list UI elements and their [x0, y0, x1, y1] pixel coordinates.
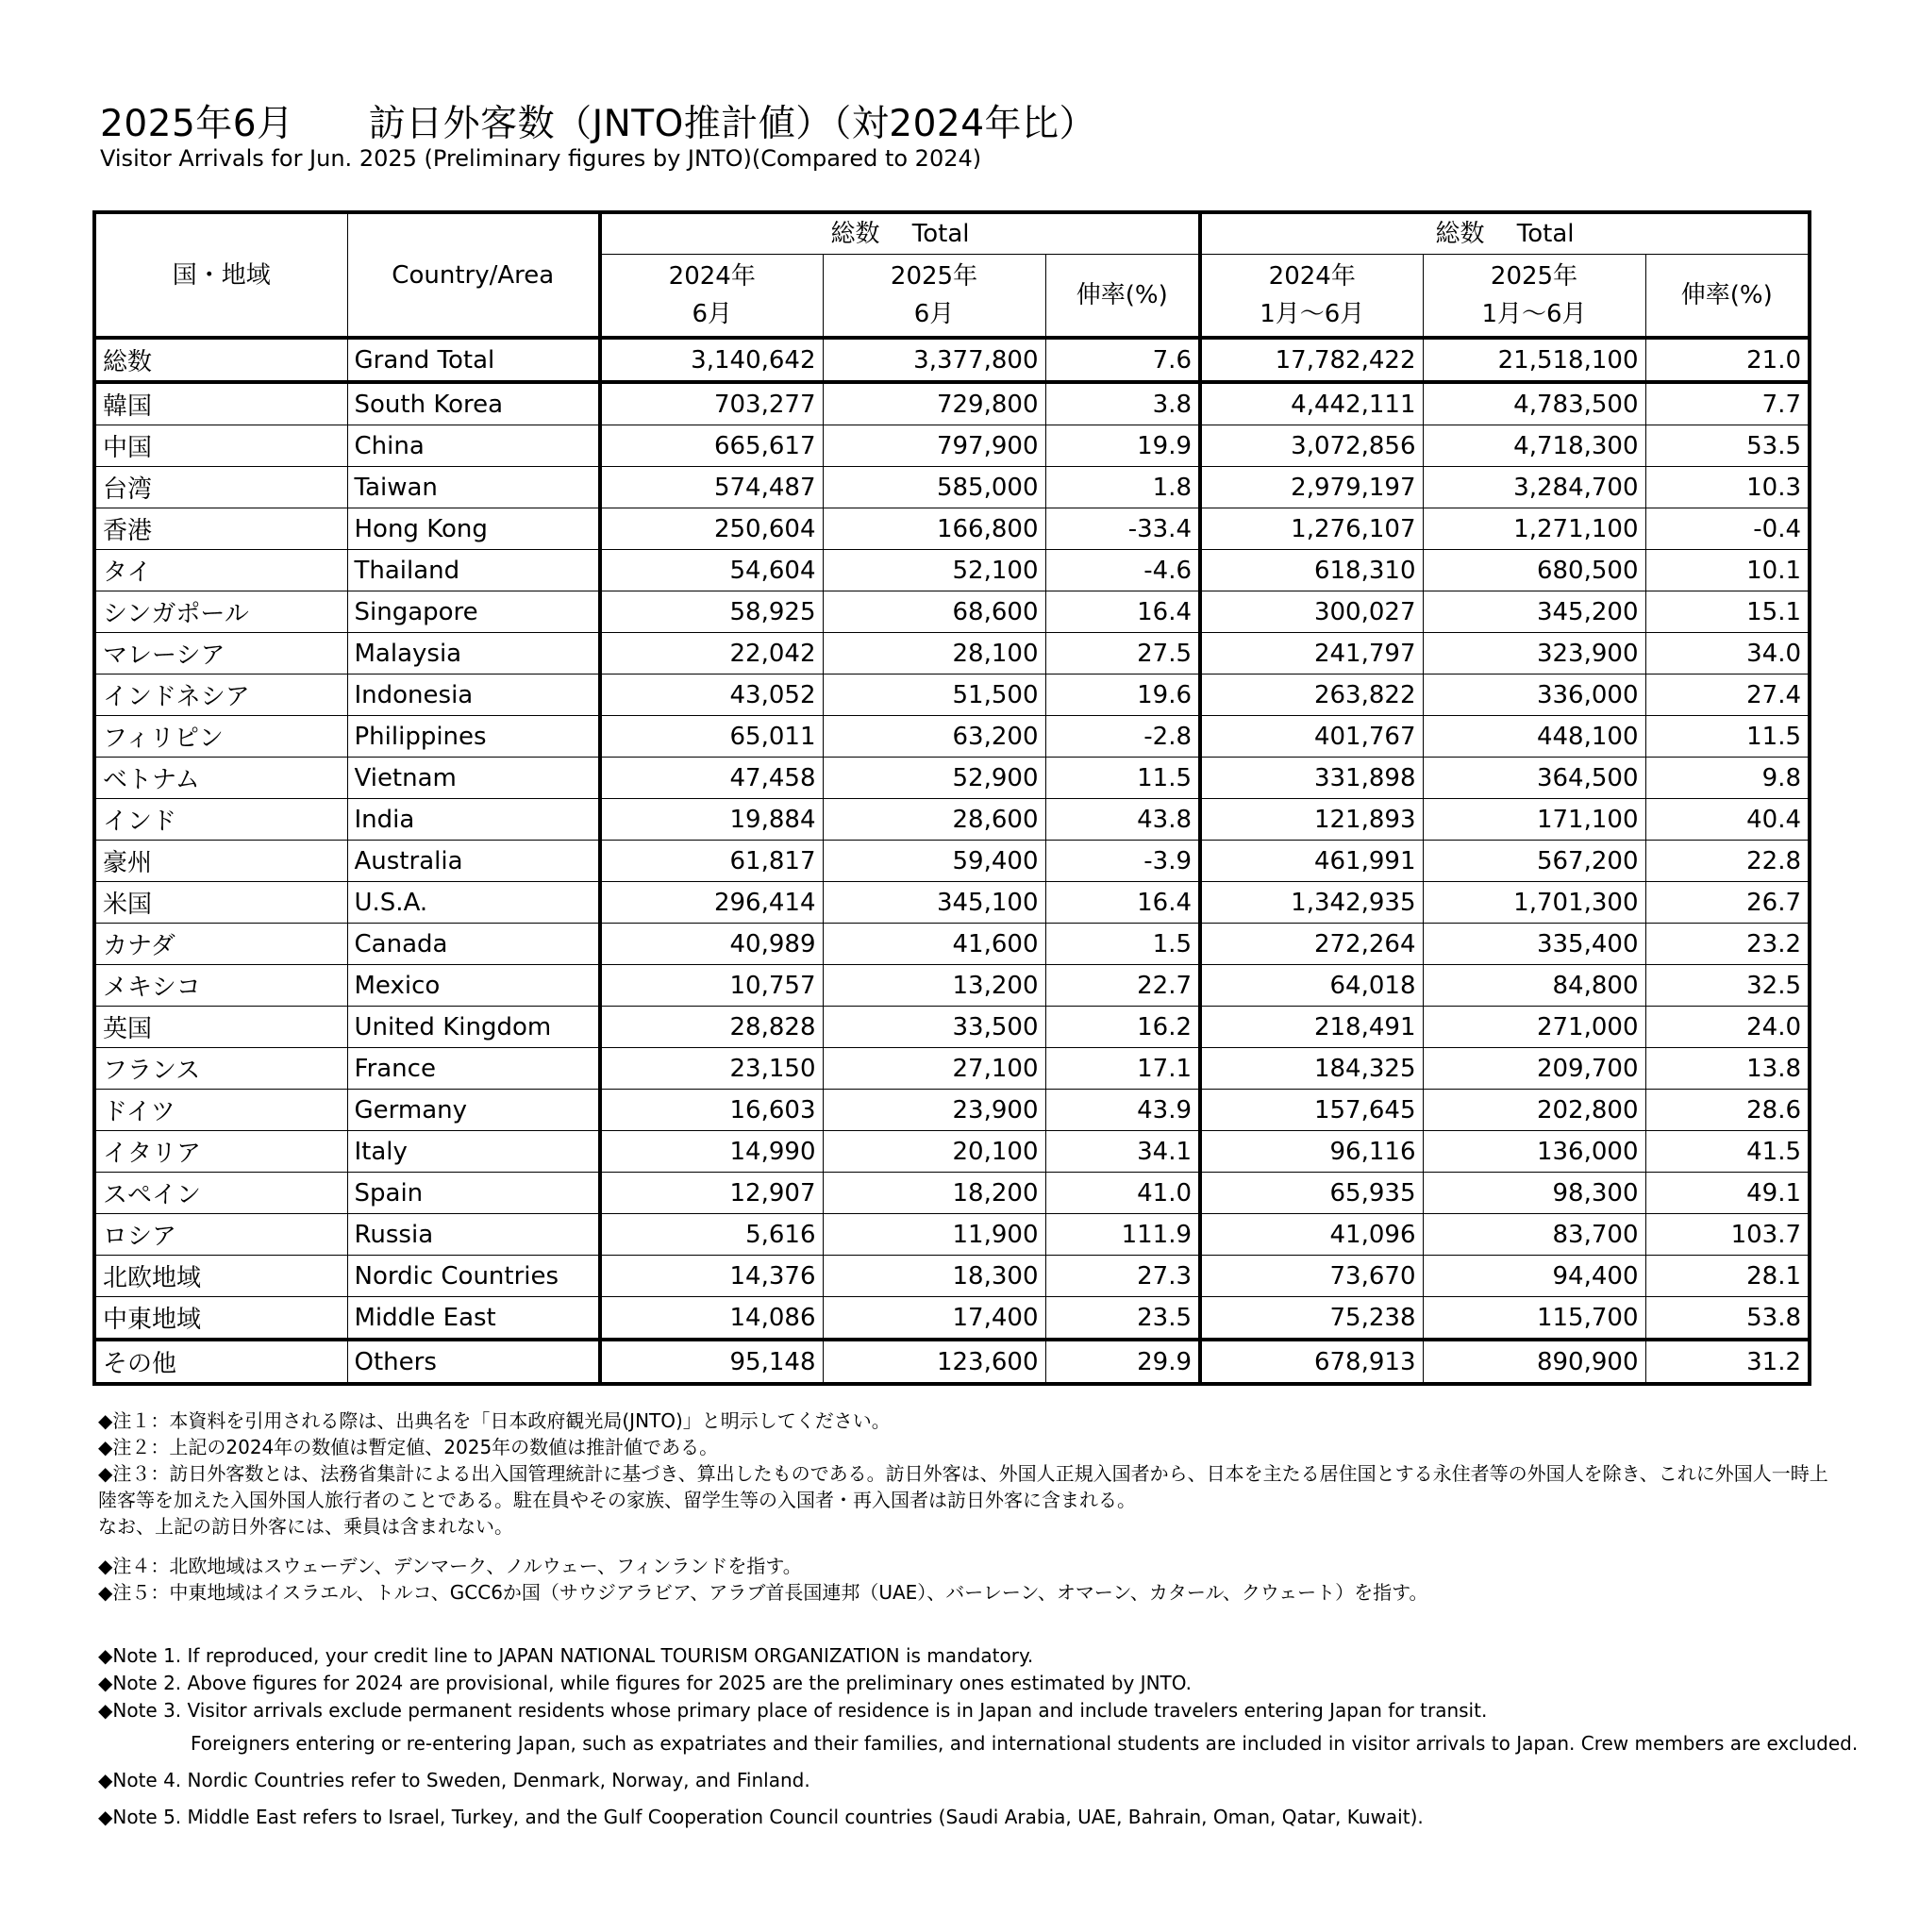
- cell-country-en: India: [347, 799, 600, 841]
- cell-2025-jun: 63,200: [823, 716, 1045, 758]
- cell-2025-jun: 3,377,800: [823, 338, 1045, 382]
- cell-2025-ytd: 4,783,500: [1423, 382, 1645, 425]
- cell-country-jp: シンガポール: [94, 591, 347, 633]
- cell-rate-ytd: 9.8: [1645, 758, 1810, 799]
- cell-country-en: Nordic Countries: [347, 1256, 600, 1297]
- cell-country-en: Australia: [347, 841, 600, 882]
- cell-2025-ytd: 98,300: [1423, 1173, 1645, 1214]
- cell-country-jp: メキシコ: [94, 965, 347, 1007]
- cell-2024-jun: 61,817: [600, 841, 823, 882]
- cell-rate-month: 23.5: [1045, 1297, 1200, 1341]
- cell-2024-ytd: 1,276,107: [1200, 508, 1423, 550]
- note-en-5: ◆Note 5. Middle East refers to Israel, Turkey, and the Gulf Cooperation Council countries (Saudi Arabia, UAE, Bahrain, Oman, Qatar, Kuwait).: [98, 1806, 1424, 1828]
- cell-2024-ytd: 618,310: [1200, 550, 1423, 591]
- cell-2024-jun: 19,884: [600, 799, 823, 841]
- cell-2025-jun: 59,400: [823, 841, 1045, 882]
- cell-country-en: Malaysia: [347, 633, 600, 675]
- header-2024-ytd: 2024年 1月～6月: [1200, 255, 1423, 339]
- cell-country-en: Others: [347, 1340, 600, 1384]
- cell-country-jp: カナダ: [94, 924, 347, 965]
- cell-country-jp: 韓国: [94, 382, 347, 425]
- cell-2025-jun: 52,900: [823, 758, 1045, 799]
- cell-2024-jun: 40,989: [600, 924, 823, 965]
- table-row: [94, 633, 1810, 675]
- cell-rate-month: 16.2: [1045, 1007, 1200, 1048]
- cell-country-jp: 中国: [94, 425, 347, 467]
- cell-2025-ytd: 94,400: [1423, 1256, 1645, 1297]
- note-jp-5: ◆注５：中東地域はイスラエル、トルコ、GCC6か国（サウジアラビア、アラブ首長国連邦（UAE）、バーレーン、オマーン、カタール、クウェート）を指す。: [98, 1581, 1428, 1604]
- cell-country-jp: フランス: [94, 1048, 347, 1090]
- note-en-2: ◆Note 2. Above figures for 2024 are provisional, while figures for 2025 are the preliminary ones estimated by JNTO.: [98, 1672, 1193, 1694]
- cell-2024-jun: 10,757: [600, 965, 823, 1007]
- cell-rate-ytd: 10.3: [1645, 467, 1810, 508]
- table-row: [94, 1297, 1810, 1341]
- cell-rate-ytd: 15.1: [1645, 591, 1810, 633]
- cell-2025-jun: 20,100: [823, 1131, 1045, 1173]
- cell-country-en: Singapore: [347, 591, 600, 633]
- cell-rate-ytd: 7.7: [1645, 382, 1810, 425]
- note-jp-3: ◆注３：訪日外客数とは、法務省集計による出入国管理統計に基づき、算出したものである。訪日外客は、外国人正規入国者から、日本を主たる居住国とする永住者等の外国人を除き、これに外国人一時上陸客等を加えた入国外国人旅行者のことである。駐在員やその家族、留学生等の入国者・再入国者は訪日外客に含まれる。 なお、上記の訪日外客には、乗員は含まれない。: [98, 1462, 1828, 1538]
- cell-2025-jun: 28,600: [823, 799, 1045, 841]
- cell-2024-jun: 14,376: [600, 1256, 823, 1297]
- table-row: [94, 716, 1810, 758]
- cell-2024-jun: 5,616: [600, 1214, 823, 1256]
- cell-rate-month: 27.5: [1045, 633, 1200, 675]
- cell-2025-jun: 166,800: [823, 508, 1045, 550]
- cell-2024-ytd: 73,670: [1200, 1256, 1423, 1297]
- header-group-ytd: 総数 Total: [1200, 212, 1810, 255]
- cell-2025-ytd: 567,200: [1423, 841, 1645, 882]
- header-group-month: 総数 Total: [600, 212, 1200, 255]
- cell-rate-month: 41.0: [1045, 1173, 1200, 1214]
- cell-2024-jun: 95,148: [600, 1340, 823, 1384]
- cell-2024-jun: 665,617: [600, 425, 823, 467]
- cell-2024-ytd: 41,096: [1200, 1214, 1423, 1256]
- cell-country-jp: マレーシア: [94, 633, 347, 675]
- table-row: [94, 1007, 1810, 1048]
- cell-2025-ytd: 136,000: [1423, 1131, 1645, 1173]
- cell-2024-jun: 47,458: [600, 758, 823, 799]
- cell-2024-ytd: 461,991: [1200, 841, 1423, 882]
- cell-rate-month: 16.4: [1045, 882, 1200, 924]
- table-row: [94, 550, 1810, 591]
- cell-2024-jun: 703,277: [600, 382, 823, 425]
- note-en-4: ◆Note 4. Nordic Countries refer to Sweden, Denmark, Norway, and Finland.: [98, 1769, 810, 1791]
- header-country-jp: 国・地域: [94, 212, 347, 338]
- cell-rate-ytd: 41.5: [1645, 1131, 1810, 1173]
- cell-2025-jun: 123,600: [823, 1340, 1045, 1384]
- cell-rate-month: 43.9: [1045, 1090, 1200, 1131]
- cell-rate-ytd: 31.2: [1645, 1340, 1810, 1384]
- header-2025-jun: 2025年 6月: [823, 255, 1045, 339]
- cell-country-en: Germany: [347, 1090, 600, 1131]
- cell-country-jp: インド: [94, 799, 347, 841]
- cell-2024-ytd: 157,645: [1200, 1090, 1423, 1131]
- cell-rate-ytd: 13.8: [1645, 1048, 1810, 1090]
- cell-2025-jun: 345,100: [823, 882, 1045, 924]
- cell-rate-month: 43.8: [1045, 799, 1200, 841]
- cell-rate-month: 19.9: [1045, 425, 1200, 467]
- cell-2024-ytd: 4,442,111: [1200, 382, 1423, 425]
- header-2024-jun: 2024年 6月: [600, 255, 823, 339]
- cell-country-en: Philippines: [347, 716, 600, 758]
- table-row: [94, 338, 1810, 382]
- cell-2025-jun: 33,500: [823, 1007, 1045, 1048]
- cell-country-jp: 香港: [94, 508, 347, 550]
- cell-2025-ytd: 84,800: [1423, 965, 1645, 1007]
- cell-country-en: Russia: [347, 1214, 600, 1256]
- table-row: [94, 591, 1810, 633]
- cell-country-jp: イタリア: [94, 1131, 347, 1173]
- cell-rate-month: -33.4: [1045, 508, 1200, 550]
- header-rate-ytd: 伸率(%): [1645, 255, 1810, 339]
- page-subtitle: Visitor Arrivals for Jun. 2025 (Preliminary figures by JNTO)(Compared to 2024): [100, 145, 982, 172]
- cell-2024-ytd: 64,018: [1200, 965, 1423, 1007]
- cell-2024-jun: 28,828: [600, 1007, 823, 1048]
- cell-rate-ytd: 28.1: [1645, 1256, 1810, 1297]
- header-2025-ytd: 2025年 1月～6月: [1423, 255, 1645, 339]
- cell-2025-jun: 797,900: [823, 425, 1045, 467]
- cell-2024-ytd: 1,342,935: [1200, 882, 1423, 924]
- cell-2024-jun: 14,086: [600, 1297, 823, 1341]
- cell-rate-ytd: 23.2: [1645, 924, 1810, 965]
- cell-2024-ytd: 65,935: [1200, 1173, 1423, 1214]
- cell-rate-month: 29.9: [1045, 1340, 1200, 1384]
- cell-2025-jun: 51,500: [823, 675, 1045, 716]
- cell-rate-ytd: 103.7: [1645, 1214, 1810, 1256]
- table-row: [94, 1131, 1810, 1173]
- cell-country-jp: ベトナム: [94, 758, 347, 799]
- table-row: [94, 1090, 1810, 1131]
- cell-2025-jun: 11,900: [823, 1214, 1045, 1256]
- cell-country-jp: 中東地域: [94, 1297, 347, 1341]
- cell-rate-month: -4.6: [1045, 550, 1200, 591]
- table-row: [94, 841, 1810, 882]
- cell-country-jp: タイ: [94, 550, 347, 591]
- cell-2024-ytd: 241,797: [1200, 633, 1423, 675]
- cell-2025-ytd: 171,100: [1423, 799, 1645, 841]
- cell-2025-ytd: 115,700: [1423, 1297, 1645, 1341]
- cell-2024-jun: 22,042: [600, 633, 823, 675]
- cell-country-en: South Korea: [347, 382, 600, 425]
- cell-rate-ytd: 10.1: [1645, 550, 1810, 591]
- cell-country-jp: スペイン: [94, 1173, 347, 1214]
- cell-country-en: Thailand: [347, 550, 600, 591]
- cell-2025-jun: 729,800: [823, 382, 1045, 425]
- cell-2025-jun: 17,400: [823, 1297, 1045, 1341]
- cell-2025-ytd: 364,500: [1423, 758, 1645, 799]
- cell-2025-jun: 18,300: [823, 1256, 1045, 1297]
- page-title: 2025年6月 訪日外客数（JNTO推計値）（対2024年比）: [100, 103, 1097, 145]
- cell-2024-jun: 12,907: [600, 1173, 823, 1214]
- cell-country-jp: 台湾: [94, 467, 347, 508]
- table-row: [94, 467, 1810, 508]
- table-row: [94, 425, 1810, 467]
- table-row: [94, 758, 1810, 799]
- cell-2024-jun: 54,604: [600, 550, 823, 591]
- cell-country-en: Vietnam: [347, 758, 600, 799]
- cell-2025-ytd: 3,284,700: [1423, 467, 1645, 508]
- cell-2024-ytd: 263,822: [1200, 675, 1423, 716]
- cell-country-jp: 米国: [94, 882, 347, 924]
- cell-2024-ytd: 272,264: [1200, 924, 1423, 965]
- cell-country-jp: インドネシア: [94, 675, 347, 716]
- cell-2025-ytd: 202,800: [1423, 1090, 1645, 1131]
- cell-2025-jun: 27,100: [823, 1048, 1045, 1090]
- cell-2024-jun: 296,414: [600, 882, 823, 924]
- cell-2024-jun: 58,925: [600, 591, 823, 633]
- cell-2025-ytd: 83,700: [1423, 1214, 1645, 1256]
- cell-rate-ytd: 28.6: [1645, 1090, 1810, 1131]
- cell-2024-ytd: 184,325: [1200, 1048, 1423, 1090]
- cell-rate-month: 1.8: [1045, 467, 1200, 508]
- cell-2024-jun: 43,052: [600, 675, 823, 716]
- table-row: [94, 382, 1810, 425]
- cell-2025-jun: 585,000: [823, 467, 1045, 508]
- note-jp-1: ◆注１：本資料を引用される際は、出典名を「日本政府観光局(JNTO)」と明示してください。: [98, 1409, 891, 1432]
- cell-2024-ytd: 678,913: [1200, 1340, 1423, 1384]
- cell-2025-ytd: 680,500: [1423, 550, 1645, 591]
- table-row: [94, 799, 1810, 841]
- cell-country-en: United Kingdom: [347, 1007, 600, 1048]
- cell-country-jp: ドイツ: [94, 1090, 347, 1131]
- cell-2024-jun: 14,990: [600, 1131, 823, 1173]
- cell-rate-ytd: 27.4: [1645, 675, 1810, 716]
- cell-rate-month: 22.7: [1045, 965, 1200, 1007]
- cell-country-en: Taiwan: [347, 467, 600, 508]
- notes-japanese: [98, 1407, 1834, 1606]
- table-row: [94, 1048, 1810, 1090]
- cell-country-jp: 総数: [94, 338, 347, 382]
- cell-2024-ytd: 401,767: [1200, 716, 1423, 758]
- cell-2024-ytd: 96,116: [1200, 1131, 1423, 1173]
- cell-country-en: Hong Kong: [347, 508, 600, 550]
- cell-rate-month: 17.1: [1045, 1048, 1200, 1090]
- cell-2025-ytd: 448,100: [1423, 716, 1645, 758]
- cell-2025-jun: 18,200: [823, 1173, 1045, 1214]
- cell-country-en: Italy: [347, 1131, 600, 1173]
- cell-2025-jun: 23,900: [823, 1090, 1045, 1131]
- cell-2024-jun: 16,603: [600, 1090, 823, 1131]
- cell-rate-month: -3.9: [1045, 841, 1200, 882]
- cell-2025-ytd: 4,718,300: [1423, 425, 1645, 467]
- cell-2024-ytd: 300,027: [1200, 591, 1423, 633]
- cell-rate-ytd: 40.4: [1645, 799, 1810, 841]
- table-row: [94, 1340, 1810, 1384]
- cell-2024-ytd: 331,898: [1200, 758, 1423, 799]
- cell-2025-jun: 28,100: [823, 633, 1045, 675]
- note-en-1: ◆Note 1. If reproduced, your credit line to JAPAN NATIONAL TOURISM ORGANIZATION is mandatory.: [98, 1644, 1034, 1667]
- cell-2024-ytd: 3,072,856: [1200, 425, 1423, 467]
- cell-country-jp: その他: [94, 1340, 347, 1384]
- cell-rate-ytd: 49.1: [1645, 1173, 1810, 1214]
- note-jp-2: ◆注２：上記の2024年の数値は暫定値、2025年の数値は推計値である。: [98, 1436, 719, 1458]
- cell-country-en: Indonesia: [347, 675, 600, 716]
- cell-2025-jun: 68,600: [823, 591, 1045, 633]
- cell-country-en: China: [347, 425, 600, 467]
- cell-2025-jun: 13,200: [823, 965, 1045, 1007]
- cell-rate-month: 3.8: [1045, 382, 1200, 425]
- table-row: [94, 924, 1810, 965]
- visitor-arrivals-table: [92, 210, 1811, 1386]
- cell-rate-month: 16.4: [1045, 591, 1200, 633]
- cell-2024-ytd: 121,893: [1200, 799, 1423, 841]
- header-rate-month: 伸率(%): [1045, 255, 1200, 339]
- cell-2025-jun: 52,100: [823, 550, 1045, 591]
- note-en-3-cont: Foreigners entering or re-entering Japan, such as expatriates and their families, and international students are included in visitor arrivals to Japan. Crew members are excluded.: [191, 1732, 1859, 1755]
- cell-2024-jun: 3,140,642: [600, 338, 823, 382]
- cell-rate-month: 11.5: [1045, 758, 1200, 799]
- cell-country-en: U.S.A.: [347, 882, 600, 924]
- cell-2024-ytd: 218,491: [1200, 1007, 1423, 1048]
- cell-country-en: Spain: [347, 1173, 600, 1214]
- cell-2025-ytd: 890,900: [1423, 1340, 1645, 1384]
- cell-country-jp: ロシア: [94, 1214, 347, 1256]
- cell-2024-jun: 23,150: [600, 1048, 823, 1090]
- cell-rate-month: 7.6: [1045, 338, 1200, 382]
- notes-english: [98, 1642, 1859, 1831]
- cell-country-jp: フィリピン: [94, 716, 347, 758]
- cell-2025-ytd: 335,400: [1423, 924, 1645, 965]
- cell-country-en: France: [347, 1048, 600, 1090]
- cell-2025-ytd: 1,701,300: [1423, 882, 1645, 924]
- cell-rate-ytd: 32.5: [1645, 965, 1810, 1007]
- table-row: [94, 965, 1810, 1007]
- cell-country-en: Mexico: [347, 965, 600, 1007]
- cell-rate-month: 34.1: [1045, 1131, 1200, 1173]
- table-body: [94, 338, 1810, 1384]
- cell-rate-month: 19.6: [1045, 675, 1200, 716]
- cell-2024-ytd: 17,782,422: [1200, 338, 1423, 382]
- cell-country-en: Canada: [347, 924, 600, 965]
- cell-rate-ytd: 22.8: [1645, 841, 1810, 882]
- note-en-3: ◆Note 3. Visitor arrivals exclude permanent residents whose primary place of residence is in Japan and include travelers entering Japan for transit.: [98, 1699, 1488, 1722]
- cell-rate-ytd: 24.0: [1645, 1007, 1810, 1048]
- cell-2024-jun: 250,604: [600, 508, 823, 550]
- cell-2025-ytd: 336,000: [1423, 675, 1645, 716]
- cell-2025-ytd: 323,900: [1423, 633, 1645, 675]
- cell-2025-ytd: 271,000: [1423, 1007, 1645, 1048]
- cell-rate-ytd: 34.0: [1645, 633, 1810, 675]
- cell-2024-jun: 574,487: [600, 467, 823, 508]
- cell-rate-month: 1.5: [1045, 924, 1200, 965]
- cell-2025-jun: 41,600: [823, 924, 1045, 965]
- cell-country-jp: 英国: [94, 1007, 347, 1048]
- cell-rate-month: 27.3: [1045, 1256, 1200, 1297]
- table-row: [94, 508, 1810, 550]
- cell-rate-ytd: -0.4: [1645, 508, 1810, 550]
- cell-2025-ytd: 21,518,100: [1423, 338, 1645, 382]
- cell-rate-ytd: 11.5: [1645, 716, 1810, 758]
- table-row: [94, 1256, 1810, 1297]
- cell-2025-ytd: 1,271,100: [1423, 508, 1645, 550]
- cell-rate-ytd: 53.8: [1645, 1297, 1810, 1341]
- header-country-en: Country/Area: [347, 212, 600, 338]
- cell-country-en: Grand Total: [347, 338, 600, 382]
- cell-2024-jun: 65,011: [600, 716, 823, 758]
- cell-rate-month: -2.8: [1045, 716, 1200, 758]
- table-row: [94, 1173, 1810, 1214]
- cell-country-jp: 北欧地域: [94, 1256, 347, 1297]
- cell-2024-ytd: 2,979,197: [1200, 467, 1423, 508]
- cell-country-jp: 豪州: [94, 841, 347, 882]
- table-row: [94, 675, 1810, 716]
- cell-2024-ytd: 75,238: [1200, 1297, 1423, 1341]
- table-row: [94, 1214, 1810, 1256]
- cell-country-en: Middle East: [347, 1297, 600, 1341]
- cell-rate-month: 111.9: [1045, 1214, 1200, 1256]
- cell-2025-ytd: 209,700: [1423, 1048, 1645, 1090]
- table-row: [94, 882, 1810, 924]
- note-jp-4: ◆注４：北欧地域はスウェーデン、デンマーク、ノルウェー、フィンランドを指す。: [98, 1555, 802, 1577]
- cell-rate-ytd: 53.5: [1645, 425, 1810, 467]
- cell-rate-ytd: 26.7: [1645, 882, 1810, 924]
- cell-2025-ytd: 345,200: [1423, 591, 1645, 633]
- cell-rate-ytd: 21.0: [1645, 338, 1810, 382]
